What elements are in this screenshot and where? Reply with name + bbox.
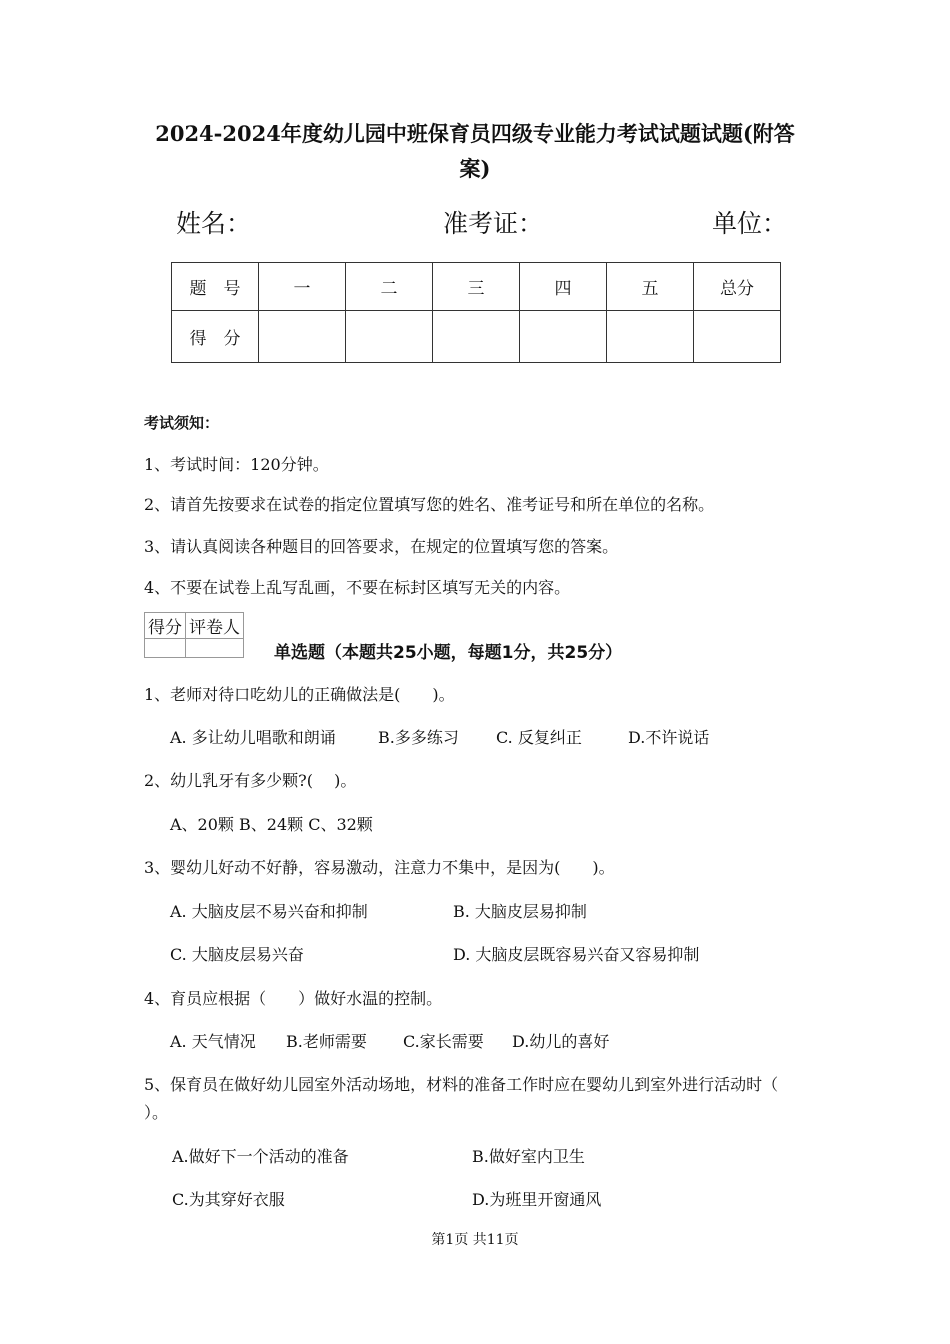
question-4-option-d: D.幼儿的喜好: [512, 1032, 610, 1051]
score-cell-total[interactable]: [694, 311, 781, 363]
score-cell-4[interactable]: [520, 311, 607, 363]
question-3-option-a: A. 大脑皮层不易兴奋和抑制: [170, 902, 368, 921]
score-cell-3[interactable]: [433, 311, 520, 363]
score-cell-2[interactable]: [346, 311, 433, 363]
notice-item-1: 1、考试时间：120分钟。: [144, 455, 329, 474]
score-cell-5[interactable]: [607, 311, 694, 363]
score-cell-1[interactable]: [259, 311, 346, 363]
grader-reviewer-cell[interactable]: [186, 639, 244, 658]
unit-field-label: 单位：: [712, 209, 788, 238]
notice-item-3: 3、请认真阅读各种题目的回答要求，在规定的位置填写您的答案。: [144, 537, 619, 556]
question-1-option-b: B.多多练习: [378, 728, 459, 747]
question-4-option-a: A. 天气情况: [170, 1032, 256, 1051]
question-4-option-c: C.家长需要: [403, 1032, 484, 1051]
name-field-label: 姓名：: [176, 209, 252, 238]
page-footer: 第1页 共11页: [431, 1232, 519, 1248]
score-header-1: 一: [259, 263, 346, 311]
score-header-2: 二: [346, 263, 433, 311]
question-2-options: A、20颗 B、24颗 C、32颗: [170, 815, 373, 834]
question-5-option-d: D.为班里开窗通风: [472, 1190, 602, 1209]
question-1-option-c: C. 反复纠正: [496, 728, 582, 747]
score-table: [171, 262, 781, 363]
score-row-label: 得 分: [172, 311, 259, 363]
notice-heading: 考试须知：: [144, 414, 220, 432]
notice-item-2: 2、请首先按要求在试卷的指定位置填写您的姓名、准考证号和所在单位的名称。: [144, 495, 715, 514]
grader-reviewer-label: 评卷人: [186, 613, 244, 639]
question-3-stem: 3、婴幼儿好动不好静，容易激动，注意力不集中，是因为( )。: [144, 858, 615, 877]
question-1-stem: 1、老师对待口吃幼儿的正确做法是( )。: [144, 685, 455, 704]
question-5-option-b: B.做好室内卫生: [472, 1147, 585, 1166]
score-header-label: 题 号: [172, 263, 259, 311]
question-4-option-b: B.老师需要: [286, 1032, 367, 1051]
question-2-stem: 2、幼儿乳牙有多少颗?( )。: [144, 771, 357, 790]
score-header-total: 总分: [694, 263, 781, 311]
grader-box: [144, 612, 244, 658]
exam-number-field-label: 准考证：: [443, 209, 544, 238]
grader-score-cell[interactable]: [145, 639, 186, 658]
question-5-stem: 5、保育员在做好幼儿园室外活动场地，材料的准备工作时应在婴幼儿到室外进行活动时（: [144, 1075, 779, 1094]
question-1-option-d: D.不许说话: [628, 728, 710, 747]
grader-score-label: 得分: [145, 613, 186, 639]
section-title: 单选题（本题共25小题，每题1分，共25分）: [274, 643, 623, 663]
score-header-5: 五: [607, 263, 694, 311]
question-3-option-b: B. 大脑皮层易抑制: [453, 902, 587, 921]
exam-title-line2: 案): [459, 156, 491, 181]
question-5-option-a: A.做好下一个活动的准备: [172, 1147, 349, 1166]
score-header-3: 三: [433, 263, 520, 311]
question-4-stem: 4、育员应根据（ ）做好水温的控制。: [144, 989, 443, 1008]
exam-title-line1: 2024-2024年度幼儿园中班保育员四级专业能力考试试题试题(附答: [155, 121, 795, 146]
score-header-4: 四: [520, 263, 607, 311]
question-3-option-d: D. 大脑皮层既容易兴奋又容易抑制: [453, 945, 700, 964]
notice-item-4: 4、不要在试卷上乱写乱画，不要在标封区填写无关的内容。: [144, 578, 571, 597]
question-5-stem-continued: ）。: [144, 1103, 169, 1122]
question-5-option-c: C.为其穿好衣服: [172, 1190, 285, 1209]
question-3-option-c: C. 大脑皮层易兴奋: [170, 945, 304, 964]
question-1-option-a: A. 多让幼儿唱歌和朗诵: [170, 728, 336, 747]
